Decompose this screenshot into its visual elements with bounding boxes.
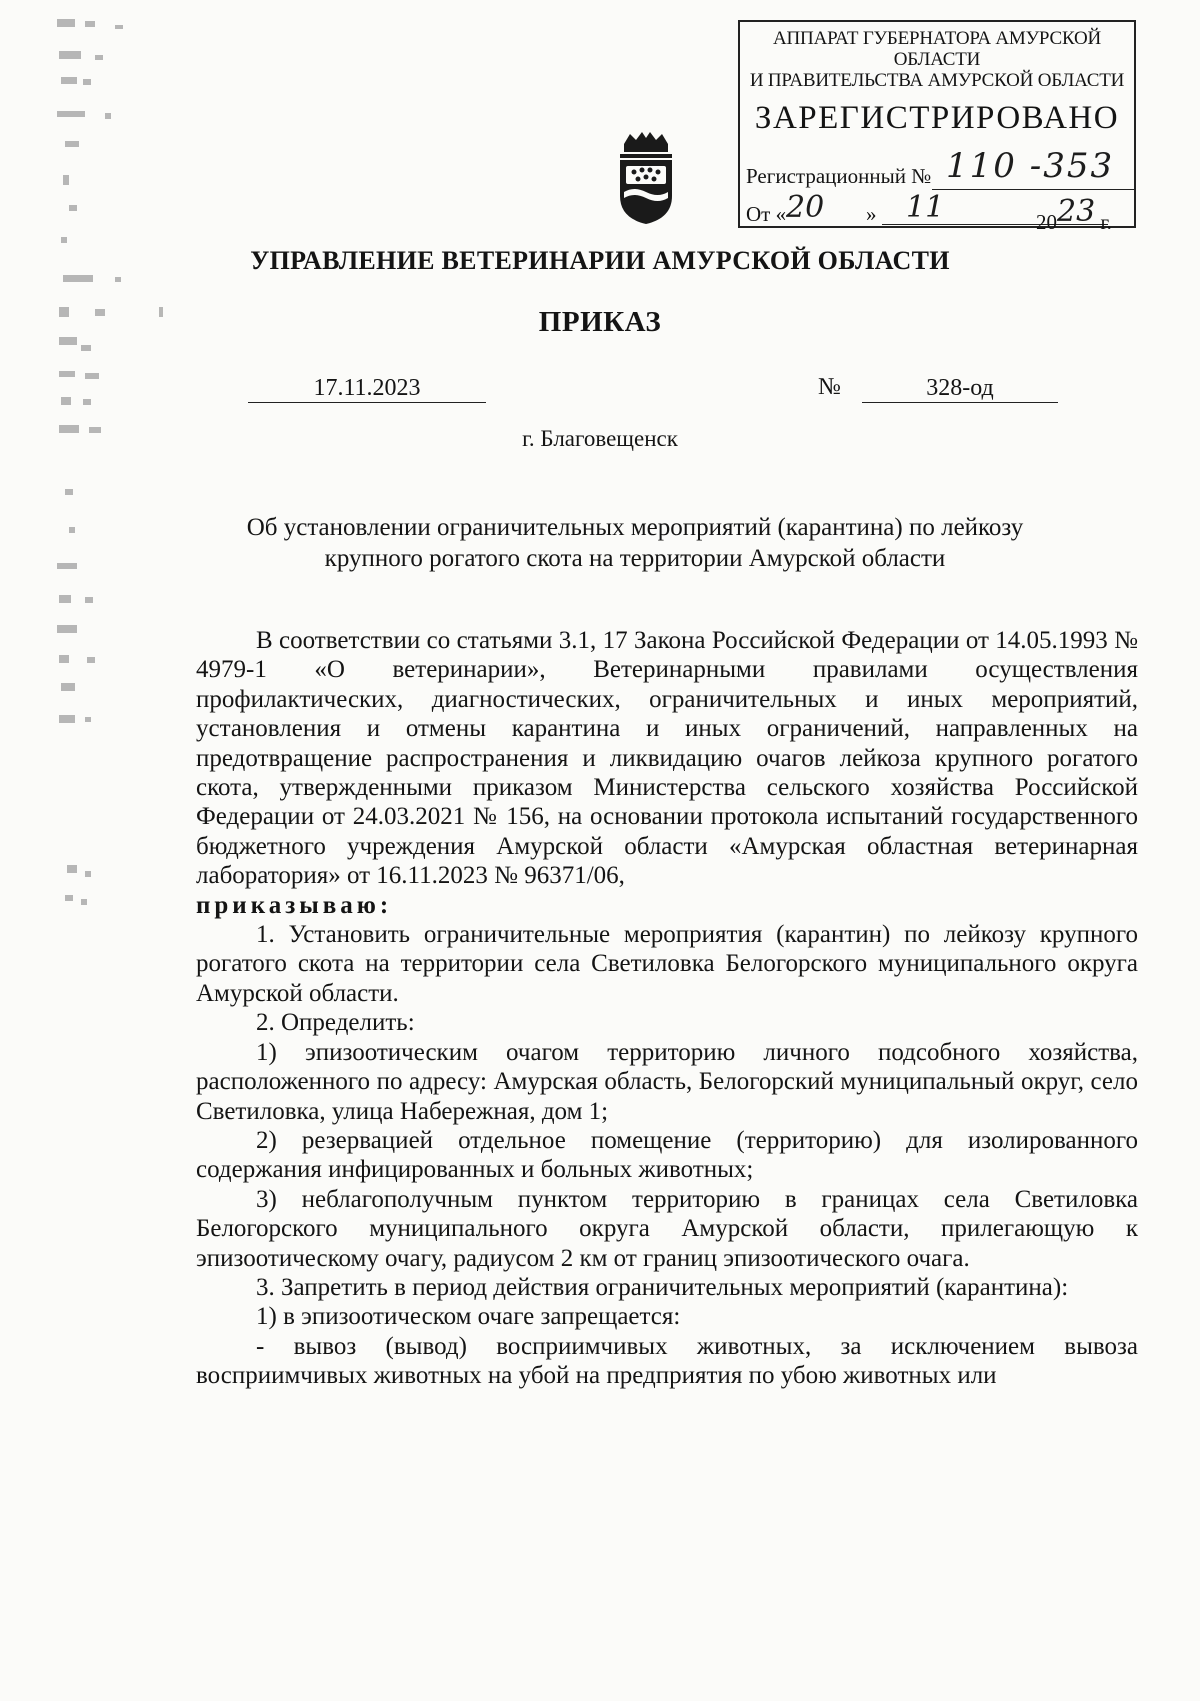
stamp-year-suffix: 23 [1057,194,1096,229]
stamp-year-prefix: 20 [1036,210,1057,234]
scan-noise [55,15,175,995]
subject-line1: Об установлении ограничительных мероприятий (карантина) по лейкозу [246,514,1024,541]
city: г. Благовещенск [522,426,678,451]
stamp-year-end: г. [1095,210,1112,234]
preamble-paragraph: В соответствии со статьями 3.1, 17 Закона Российской Федерации от 14.05.1993 № 4979-1 «О ветеринарии», Ветеринарными правилами осуществления профилактических, диагностических, ограничительных и иных мероприятий, установления и отмены карантина и иных ограничений, направленных на предотвращение распространения и ликвидацию очагов лейкоза крупного рогатого скота, утвержденными приказом Министерства сельского хозяйства Российской Федерации от 24.03.2021 № 156, на основании протокола испытаний государственного бюджетного учреждения Амурской области «Амурская областная ветеринарная лаборатория» от 16.11.2023 № 96371/06, [196,627,1138,890]
clause-1: 1. Установить ограничительные мероприятия (карантин) по лейкозу крупного рогатого скота на территории села Светиловка Белогорского муниципального округа Амурской области. [196,921,1138,1007]
order-number: 328-од [862,374,1058,403]
stamp-status: ЗАРЕГИСТРИРОВАНО [754,100,1120,136]
clause-3-1-a: - вывоз (вывод) восприимчивых животных, за исключением вывоза восприимчивых животных на убой на предприятия по убою животных или [196,1332,1138,1390]
clause-2-2: 2) резервацией отдельное помещение (территорию) для изолированного содержания инфицированных и больных животных; [196,1126,1138,1184]
stamp-organization [740,28,1134,91]
order-date: 17.11.2023 [248,374,486,403]
clause-2-3: 3) неблагополучным пунктом территорию в границах села Светиловка Белогорского муниципального округа Амурской области, прилегающую к эпизоотическому очагу, радиусом 2 км от границ эпизоотического очага. [196,1185,1138,1272]
stamp-reg-number: 110 -353 [946,146,1115,186]
clause-3-1: 1) в эпизоотическом очаге запрещается: [256,1303,681,1331]
coat-of-arms-icon [610,130,682,226]
orders-word: приказываю: [196,891,393,919]
stamp-reg-label: Регистрационный № [746,164,932,188]
order-subject [200,512,1070,574]
agency-name: УПРАВЛЕНИЕ ВЕТЕРИНАРИИ АМУРСКОЙ ОБЛАСТИ [250,246,950,275]
clause-3: 3. Запретить в период действия ограничительных мероприятий (карантина): [256,1273,1069,1301]
clause-2-1: 1) эпизоотическим очагом территорию личного подсобного хозяйства, расположенного по адресу: Амурская область, Белогорский муниципальный округ, село Светиловка, улица Набережная, дом 1; [196,1038,1138,1125]
stamp-month: 11 [906,190,945,225]
stamp-year [1036,194,1112,237]
stamp-date-prefix: От « [746,202,787,226]
stamp-reg-line [932,189,1134,190]
clause-2: 2. Определить: [256,1009,415,1037]
stamp-org-line1: АППАРАТ ГУБЕРНАТОРА АМУРСКОЙ ОБЛАСТИ [773,28,1101,70]
registration-stamp [738,20,1136,234]
number-sign: № [818,374,841,400]
stamp-org-line2: И ПРАВИТЕЛЬСТВА АМУРСКОЙ ОБЛАСТИ [749,70,1125,91]
order-body [196,626,1138,1391]
stamp-date-quote: » [866,202,877,226]
subject-line2: крупного рогатого скота на территории Амурской области [324,545,946,572]
stamp-day: 20 [786,190,825,225]
document-type: ПРИКАЗ [538,306,662,338]
